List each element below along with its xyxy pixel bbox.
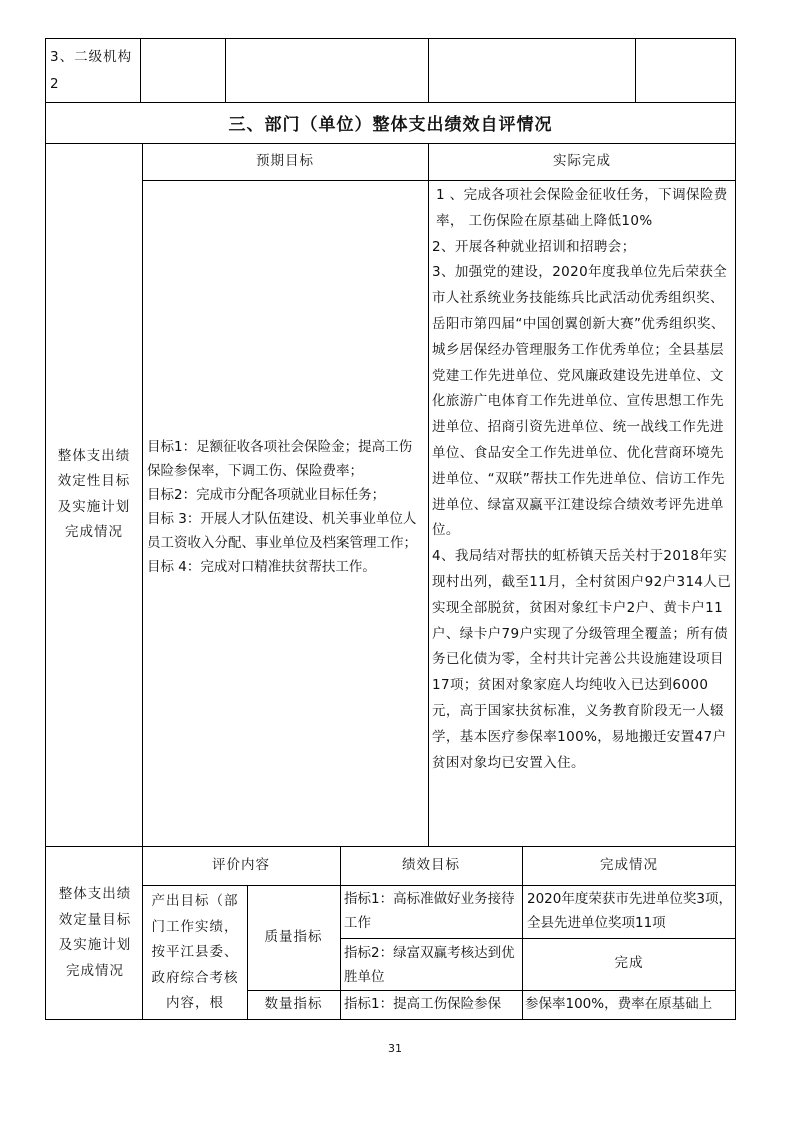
expected-goal-1: 目标1：足额征收各项社会保险金；提高工伤保险参保率，下调工伤、保险费率； <box>147 439 413 479</box>
page-number: 31 <box>388 1041 402 1055</box>
actual-result-2: 2、开展各种就业招训和招聘会； <box>432 238 636 255</box>
top-row-label: 3、二级机构2 <box>50 49 133 92</box>
section-title: 三、部门（单位）整体支出绩效自评情况 <box>228 115 553 135</box>
indicator-2-target: 指标2：绿富双赢考核达到优胜单位 <box>344 945 515 985</box>
col-target-header: 绩效目标 <box>402 856 460 873</box>
qualitative-row-label-text: 整体支出绩效定性目标及实施计划完成情况 <box>57 447 131 540</box>
col-expected-header: 预期目标 <box>256 152 314 169</box>
actual-result-1: 1 、完成各项社会保险金征收任务，下调保险费率， 工伤保险在原基础上降低10% <box>436 187 728 229</box>
expected-goal-3: 目标 3：开展人才队伍建设、机关事业单位人员工资收入分配、事业单位及档案管理工作； <box>147 511 417 551</box>
quantity-indicator-label: 数量指标 <box>264 995 323 1012</box>
expected-goal-4: 目标 4：完成对口精准扶贫帮扶工作。 <box>147 559 376 575</box>
actual-results <box>432 183 732 776</box>
expected-goal-2: 目标2：完成市分配各项就业目标任务； <box>147 487 386 503</box>
indicator-3-result: 参保率100%，费率在原基础上 <box>525 996 713 1012</box>
indicator-3-target: 指标1：提高工伤保险参保 <box>344 996 502 1012</box>
col-actual-header: 实际完成 <box>553 152 611 169</box>
actual-result-3: 3、加强党的建设，2020年度我单位先后荣获全市人社系统业务技能练兵比武活动优秀组织奖、岳阳市第四届“中国创翼创新大赛”优秀组织奖、城乡居保经办管理服务工作优秀单位；全县基层党建工作先进单位、党风廉政建设先进单位、文化旅游广电体育工作先进单位、宣传思想工作先进单位、招商引资先进单位、统一战线工作先进单位、食品安全工作先进单位、优化营商环境先进单位、“双联”帮扶工作先进单位、信访工作先进单位、绿富双赢平江建设综合绩效考评先进单位。 <box>432 264 728 539</box>
col-eval-header: 评价内容 <box>212 856 270 873</box>
quality-indicator-label: 质量指标 <box>264 928 323 945</box>
col-result-header: 完成情况 <box>600 856 658 873</box>
indicator-1-target: 指标1：高标准做好业务接待工作 <box>344 891 515 931</box>
indicator-2-result: 完成 <box>614 955 644 972</box>
expected-goals <box>147 435 425 579</box>
output-target-label: 产出目标（部门工作实绩，按平江县委、政府综合考核内容，根 <box>151 893 239 1012</box>
actual-result-4: 4、我局结对帮扶的虹桥镇天岳关村于2018年实现村出列，截至11月，全村贫困户92户314人已实现全部脱贫，贫困对象红卡户2户、黄卡户11户、绿卡户79户实现了分级管理全覆盖；所有债务已化债为零，全村共计完善公共设施建设项目17项；贫困对象家庭人均纯收入已达到6000元，高于国家扶贫标准，义务教育阶段无一人辍学，基本医疗参保率100%，易地搬迁安置47户贫困对象均已安置入住。 <box>432 548 732 771</box>
quantitative-row-label <box>54 846 136 1020</box>
indicator-1-result: 2020年度荣获市先进单位奖3项，全县先进单位奖项11项 <box>527 891 732 931</box>
quantitative-row-label-text: 整体支出绩效定量目标及实施计划完成情况 <box>58 886 132 979</box>
qualitative-row-label <box>52 143 136 846</box>
